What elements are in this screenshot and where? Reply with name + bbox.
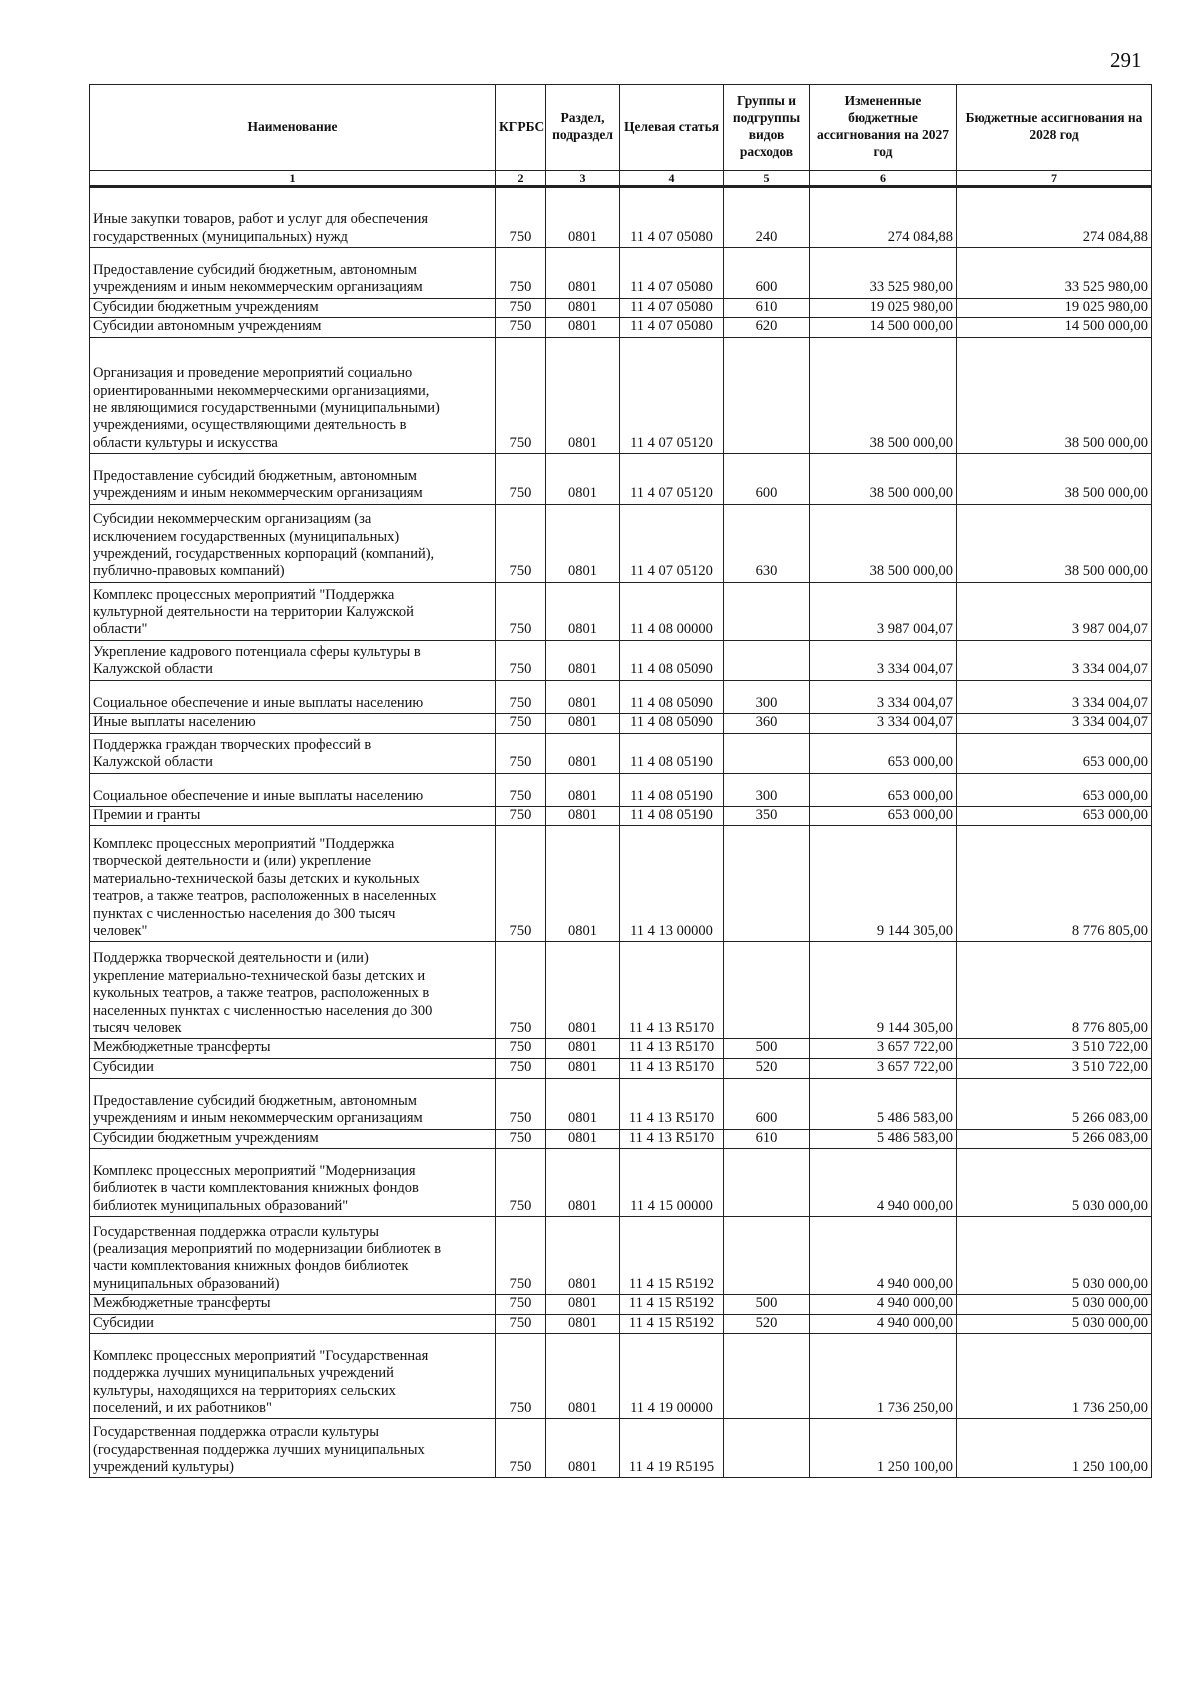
table-row — [90, 714, 1152, 733]
row-kgrbs: 750 — [496, 714, 546, 733]
row-target-article: 11 4 13 00000 — [620, 826, 724, 942]
row-amount-2028: 33 525 980,00 — [957, 262, 1152, 298]
row-amount-2028: 19 025 980,00 — [957, 298, 1152, 317]
row-target-article: 11 4 08 05190 — [620, 788, 724, 807]
spacer-cell — [810, 680, 957, 695]
column-header-target-article: Целевая статья — [620, 85, 724, 171]
row-amount-2027: 3 657 722,00 — [810, 1039, 957, 1058]
row-section: 0801 — [546, 468, 620, 504]
table-row — [90, 298, 1152, 317]
row-section: 0801 — [546, 1058, 620, 1078]
row-amount-2027: 5 486 583,00 — [810, 1093, 957, 1129]
spacer-row — [90, 1333, 1152, 1348]
spacer-cell — [810, 248, 957, 263]
table-header-row — [90, 85, 1152, 171]
row-name: Субсидии автономным учреждениям — [90, 318, 496, 337]
row-amount-2027: 3 987 004,07 — [810, 582, 957, 640]
row-amount-2028: 38 500 000,00 — [957, 352, 1152, 454]
column-header-2028: Бюджетные ассигнования на 2028 год — [957, 85, 1152, 171]
row-section: 0801 — [546, 298, 620, 317]
row-section: 0801 — [546, 352, 620, 454]
row-amount-2027: 653 000,00 — [810, 788, 957, 807]
row-amount-2027: 274 084,88 — [810, 187, 957, 248]
column-number: 6 — [810, 171, 957, 187]
row-expense-group: 500 — [724, 1039, 810, 1058]
row-kgrbs: 750 — [496, 1217, 546, 1295]
row-amount-2027: 19 025 980,00 — [810, 298, 957, 317]
row-kgrbs: 750 — [496, 187, 546, 248]
row-name: Субсидии — [90, 1314, 496, 1333]
row-expense-group: 520 — [724, 1314, 810, 1333]
row-kgrbs: 750 — [496, 1295, 546, 1314]
row-section: 0801 — [546, 1039, 620, 1058]
row-expense-group: 600 — [724, 262, 810, 298]
spacer-cell — [620, 454, 724, 469]
row-name: Иные закупки товаров, работ и услуг для обеспечения государственных (муниципальных) нужд — [90, 187, 496, 248]
spacer-cell — [546, 1078, 620, 1093]
row-kgrbs: 750 — [496, 298, 546, 317]
row-expense-group — [724, 1217, 810, 1295]
spacer-cell — [546, 1333, 620, 1348]
row-target-article: 11 4 08 05090 — [620, 714, 724, 733]
spacer-cell — [957, 773, 1152, 788]
row-expense-group: 500 — [724, 1295, 810, 1314]
table-row — [90, 504, 1152, 582]
row-amount-2028: 3 334 004,07 — [957, 714, 1152, 733]
row-amount-2027: 4 940 000,00 — [810, 1217, 957, 1295]
row-amount-2027: 653 000,00 — [810, 807, 957, 826]
row-amount-2028: 5 266 083,00 — [957, 1093, 1152, 1129]
row-kgrbs: 750 — [496, 1419, 546, 1478]
column-header-2027: Измененные бюджетные ассигнования на 2027 год — [810, 85, 957, 171]
table-row — [90, 1058, 1152, 1078]
spacer-cell — [90, 680, 496, 695]
row-name: Государственная поддержка отрасли культуры (государственная поддержка лучших муниципальных учреждений культуры) — [90, 1419, 496, 1478]
row-amount-2027: 3 334 004,07 — [810, 640, 957, 680]
row-amount-2027: 14 500 000,00 — [810, 318, 957, 337]
spacer-cell — [496, 337, 546, 352]
row-name: Премии и гранты — [90, 807, 496, 826]
spacer-cell — [496, 680, 546, 695]
row-name: Комплекс процессных мероприятий "Поддержка творческой деятельности и (или) укрепление материально-технической базы детских и кукольных театров, а также театров, расположенных в населенных пунктах с численностью населения до 300 тысяч человек" — [90, 826, 496, 942]
table-row — [90, 788, 1152, 807]
table-row — [90, 1093, 1152, 1129]
spacer-cell — [810, 337, 957, 352]
row-expense-group — [724, 640, 810, 680]
row-target-article: 11 4 07 05080 — [620, 318, 724, 337]
row-kgrbs: 750 — [496, 468, 546, 504]
row-name: Укрепление кадрового потенциала сферы культуры в Калужской области — [90, 640, 496, 680]
row-kgrbs: 750 — [496, 1348, 546, 1419]
row-name: Субсидии — [90, 1058, 496, 1078]
row-kgrbs: 750 — [496, 788, 546, 807]
row-expense-group: 520 — [724, 1058, 810, 1078]
row-target-article: 11 4 15 R5192 — [620, 1295, 724, 1314]
row-section: 0801 — [546, 1163, 620, 1217]
row-amount-2027: 1 736 250,00 — [810, 1348, 957, 1419]
spacer-cell — [90, 1148, 496, 1163]
page-number: 291 — [1110, 48, 1142, 72]
row-target-article: 11 4 07 05080 — [620, 262, 724, 298]
row-amount-2028: 3 334 004,07 — [957, 640, 1152, 680]
row-amount-2027: 9 144 305,00 — [810, 942, 957, 1039]
row-kgrbs: 750 — [496, 504, 546, 582]
row-name: Межбюджетные трансферты — [90, 1039, 496, 1058]
spacer-cell — [90, 1078, 496, 1093]
spacer-cell — [546, 680, 620, 695]
table-body — [90, 187, 1152, 1478]
row-target-article: 11 4 13 R5170 — [620, 1039, 724, 1058]
row-target-article: 11 4 08 00000 — [620, 582, 724, 640]
row-expense-group: 630 — [724, 504, 810, 582]
row-name: Комплекс процессных мероприятий "Поддержка культурной деятельности на территории Калужской области" — [90, 582, 496, 640]
row-name: Предоставление субсидий бюджетным, автономным учреждениям и иным некоммерческим организациям — [90, 262, 496, 298]
spacer-row — [90, 337, 1152, 352]
table-row — [90, 1419, 1152, 1478]
spacer-cell — [90, 337, 496, 352]
table-row — [90, 1217, 1152, 1295]
column-number: 7 — [957, 171, 1152, 187]
row-expense-group: 610 — [724, 1129, 810, 1148]
row-target-article: 11 4 08 05190 — [620, 807, 724, 826]
spacer-cell — [620, 248, 724, 263]
row-amount-2028: 3 510 722,00 — [957, 1039, 1152, 1058]
spacer-cell — [957, 337, 1152, 352]
spacer-cell — [546, 454, 620, 469]
row-kgrbs: 750 — [496, 640, 546, 680]
spacer-cell — [620, 337, 724, 352]
row-amount-2027: 9 144 305,00 — [810, 826, 957, 942]
spacer-cell — [724, 337, 810, 352]
row-amount-2027: 5 486 583,00 — [810, 1129, 957, 1148]
spacer-cell — [810, 1078, 957, 1093]
row-name: Комплекс процессных мероприятий "Модернизация библиотек в части комплектования книжных фондов библиотек муниципальных образований" — [90, 1163, 496, 1217]
row-target-article: 11 4 19 00000 — [620, 1348, 724, 1419]
row-expense-group: 300 — [724, 788, 810, 807]
row-kgrbs: 750 — [496, 695, 546, 714]
row-amount-2028: 653 000,00 — [957, 733, 1152, 773]
spacer-cell — [724, 1078, 810, 1093]
row-section: 0801 — [546, 733, 620, 773]
spacer-cell — [90, 1333, 496, 1348]
row-amount-2028: 5 030 000,00 — [957, 1163, 1152, 1217]
row-section: 0801 — [546, 714, 620, 733]
row-section: 0801 — [546, 1295, 620, 1314]
budget-table — [89, 84, 1152, 1478]
spacer-cell — [90, 454, 496, 469]
row-section: 0801 — [546, 187, 620, 248]
row-amount-2028: 14 500 000,00 — [957, 318, 1152, 337]
row-target-article: 11 4 13 R5170 — [620, 1093, 724, 1129]
row-section: 0801 — [546, 1348, 620, 1419]
row-section: 0801 — [546, 1093, 620, 1129]
row-target-article: 11 4 13 R5170 — [620, 942, 724, 1039]
row-amount-2027: 1 250 100,00 — [810, 1419, 957, 1478]
row-name: Предоставление субсидий бюджетным, автономным учреждениям и иным некоммерческим организациям — [90, 468, 496, 504]
spacer-cell — [957, 1148, 1152, 1163]
row-kgrbs: 750 — [496, 582, 546, 640]
row-amount-2028: 8 776 805,00 — [957, 942, 1152, 1039]
column-number: 5 — [724, 171, 810, 187]
spacer-row — [90, 1078, 1152, 1093]
row-expense-group: 600 — [724, 1093, 810, 1129]
table-row — [90, 1039, 1152, 1058]
row-expense-group — [724, 942, 810, 1039]
row-expense-group: 600 — [724, 468, 810, 504]
spacer-row — [90, 248, 1152, 263]
row-name: Организация и проведение мероприятий социально ориентированными некоммерческими организациями, не являющимися государственными (муниципальными) учреждениями, осуществляющими деятельность в области культуры и искусства — [90, 352, 496, 454]
table-row — [90, 318, 1152, 337]
row-amount-2028: 5 030 000,00 — [957, 1314, 1152, 1333]
table-row — [90, 733, 1152, 773]
column-header-section: Раздел, подраздел — [546, 85, 620, 171]
row-amount-2028: 3 334 004,07 — [957, 695, 1152, 714]
row-amount-2027: 4 940 000,00 — [810, 1314, 957, 1333]
column-number-row — [90, 171, 1152, 187]
spacer-cell — [496, 1333, 546, 1348]
spacer-cell — [546, 248, 620, 263]
spacer-cell — [810, 773, 957, 788]
row-target-article: 11 4 07 05120 — [620, 504, 724, 582]
row-target-article: 11 4 15 R5192 — [620, 1217, 724, 1295]
row-name: Социальное обеспечение и иные выплаты населению — [90, 695, 496, 714]
row-target-article: 11 4 08 05090 — [620, 695, 724, 714]
row-name: Поддержка творческой деятельности и (или) укрепление материально-технической базы детских и кукольных театров, а также театров, расположенных в населенных пунктах с численностью населения до 300 тысяч человек — [90, 942, 496, 1039]
row-section: 0801 — [546, 262, 620, 298]
row-amount-2027: 38 500 000,00 — [810, 352, 957, 454]
spacer-cell — [810, 1148, 957, 1163]
column-header-expense-group: Группы и подгруппы видов расходов — [724, 85, 810, 171]
spacer-cell — [620, 1333, 724, 1348]
row-section: 0801 — [546, 640, 620, 680]
row-name: Иные выплаты населению — [90, 714, 496, 733]
table-row — [90, 1129, 1152, 1148]
table-row — [90, 942, 1152, 1039]
spacer-row — [90, 680, 1152, 695]
row-amount-2028: 5 030 000,00 — [957, 1295, 1152, 1314]
spacer-cell — [957, 1333, 1152, 1348]
row-amount-2027: 38 500 000,00 — [810, 504, 957, 582]
row-target-article: 11 4 08 05190 — [620, 733, 724, 773]
row-name: Государственная поддержка отрасли культуры (реализация мероприятий по модернизации библиотек в части комплектования книжных фондов библиотек муниципальных образований) — [90, 1217, 496, 1295]
row-expense-group: 300 — [724, 695, 810, 714]
spacer-row — [90, 1148, 1152, 1163]
row-expense-group — [724, 1419, 810, 1478]
row-kgrbs: 750 — [496, 1163, 546, 1217]
row-amount-2028: 8 776 805,00 — [957, 826, 1152, 942]
table-row — [90, 1348, 1152, 1419]
row-expense-group — [724, 1163, 810, 1217]
spacer-cell — [957, 248, 1152, 263]
row-expense-group — [724, 826, 810, 942]
row-amount-2027: 3 334 004,07 — [810, 714, 957, 733]
row-kgrbs: 750 — [496, 1129, 546, 1148]
row-kgrbs: 750 — [496, 1058, 546, 1078]
row-section: 0801 — [546, 318, 620, 337]
row-amount-2028: 653 000,00 — [957, 807, 1152, 826]
row-section: 0801 — [546, 807, 620, 826]
row-amount-2028: 1 736 250,00 — [957, 1348, 1152, 1419]
row-target-article: 11 4 07 05120 — [620, 352, 724, 454]
row-kgrbs: 750 — [496, 826, 546, 942]
table-row — [90, 468, 1152, 504]
row-amount-2028: 3 987 004,07 — [957, 582, 1152, 640]
row-amount-2027: 4 940 000,00 — [810, 1295, 957, 1314]
row-amount-2028: 274 084,88 — [957, 187, 1152, 248]
row-expense-group — [724, 352, 810, 454]
row-name: Субсидии бюджетным учреждениям — [90, 1129, 496, 1148]
row-amount-2028: 5 266 083,00 — [957, 1129, 1152, 1148]
table-row — [90, 695, 1152, 714]
table-row — [90, 807, 1152, 826]
row-section: 0801 — [546, 1217, 620, 1295]
row-target-article: 11 4 19 R5195 — [620, 1419, 724, 1478]
row-expense-group — [724, 733, 810, 773]
spacer-cell — [620, 1078, 724, 1093]
row-amount-2027: 4 940 000,00 — [810, 1163, 957, 1217]
row-amount-2028: 3 510 722,00 — [957, 1058, 1152, 1078]
row-kgrbs: 750 — [496, 1039, 546, 1058]
spacer-cell — [620, 1148, 724, 1163]
row-kgrbs: 750 — [496, 807, 546, 826]
spacer-cell — [90, 248, 496, 263]
column-number: 3 — [546, 171, 620, 187]
table-row — [90, 262, 1152, 298]
spacer-cell — [620, 773, 724, 788]
spacer-cell — [724, 1148, 810, 1163]
spacer-cell — [546, 773, 620, 788]
row-name: Социальное обеспечение и иные выплаты населению — [90, 788, 496, 807]
row-target-article: 11 4 07 05080 — [620, 298, 724, 317]
column-header-kgrbs: КГРБС — [496, 85, 546, 171]
row-kgrbs: 750 — [496, 262, 546, 298]
column-number: 1 — [90, 171, 496, 187]
row-target-article: 11 4 13 R5170 — [620, 1129, 724, 1148]
row-expense-group — [724, 582, 810, 640]
table-row — [90, 352, 1152, 454]
spacer-row — [90, 454, 1152, 469]
row-target-article: 11 4 07 05120 — [620, 468, 724, 504]
spacer-cell — [546, 1148, 620, 1163]
spacer-cell — [957, 454, 1152, 469]
row-expense-group: 240 — [724, 187, 810, 248]
spacer-cell — [496, 454, 546, 469]
row-section: 0801 — [546, 1314, 620, 1333]
row-kgrbs: 750 — [496, 733, 546, 773]
spacer-cell — [496, 773, 546, 788]
row-name: Предоставление субсидий бюджетным, автономным учреждениям и иным некоммерческим организациям — [90, 1093, 496, 1129]
spacer-cell — [724, 773, 810, 788]
row-kgrbs: 750 — [496, 318, 546, 337]
row-section: 0801 — [546, 1129, 620, 1148]
row-section: 0801 — [546, 1419, 620, 1478]
spacer-cell — [957, 680, 1152, 695]
row-name: Комплекс процессных мероприятий "Государственная поддержка лучших муниципальных учреждений культуры, находящихся на территориях сельских поселений, и их работников" — [90, 1348, 496, 1419]
table-row — [90, 1314, 1152, 1333]
spacer-cell — [620, 680, 724, 695]
spacer-cell — [724, 1333, 810, 1348]
row-target-article: 11 4 08 05090 — [620, 640, 724, 680]
spacer-cell — [496, 248, 546, 263]
row-expense-group: 620 — [724, 318, 810, 337]
row-kgrbs: 750 — [496, 1093, 546, 1129]
table-row — [90, 1295, 1152, 1314]
row-section: 0801 — [546, 504, 620, 582]
spacer-row — [90, 773, 1152, 788]
row-name: Межбюджетные трансферты — [90, 1295, 496, 1314]
spacer-cell — [724, 248, 810, 263]
spacer-cell — [810, 1333, 957, 1348]
row-target-article: 11 4 15 R5192 — [620, 1314, 724, 1333]
row-expense-group: 610 — [724, 298, 810, 317]
row-amount-2028: 38 500 000,00 — [957, 504, 1152, 582]
table-row — [90, 187, 1152, 248]
row-amount-2028: 1 250 100,00 — [957, 1419, 1152, 1478]
row-section: 0801 — [546, 695, 620, 714]
spacer-cell — [90, 773, 496, 788]
row-name: Поддержка граждан творческих профессий в Калужской области — [90, 733, 496, 773]
row-section: 0801 — [546, 942, 620, 1039]
column-number: 2 — [496, 171, 546, 187]
row-section: 0801 — [546, 826, 620, 942]
spacer-cell — [810, 454, 957, 469]
row-amount-2027: 33 525 980,00 — [810, 262, 957, 298]
row-amount-2027: 653 000,00 — [810, 733, 957, 773]
spacer-cell — [957, 1078, 1152, 1093]
row-expense-group: 350 — [724, 807, 810, 826]
row-expense-group: 360 — [724, 714, 810, 733]
spacer-cell — [496, 1078, 546, 1093]
row-target-article: 11 4 15 00000 — [620, 1163, 724, 1217]
row-amount-2028: 38 500 000,00 — [957, 468, 1152, 504]
table-row — [90, 582, 1152, 640]
row-target-article: 11 4 07 05080 — [620, 187, 724, 248]
row-kgrbs: 750 — [496, 352, 546, 454]
row-amount-2027: 38 500 000,00 — [810, 468, 957, 504]
row-section: 0801 — [546, 788, 620, 807]
spacer-cell — [546, 337, 620, 352]
row-amount-2027: 3 334 004,07 — [810, 695, 957, 714]
spacer-cell — [724, 454, 810, 469]
row-amount-2028: 653 000,00 — [957, 788, 1152, 807]
row-kgrbs: 750 — [496, 942, 546, 1039]
table-row — [90, 1163, 1152, 1217]
row-target-article: 11 4 13 R5170 — [620, 1058, 724, 1078]
row-name: Субсидии некоммерческим организациям (за исключением государственных (муниципальных) учреждений, государственных корпораций (компаний), публично-правовых компаний) — [90, 504, 496, 582]
table-row — [90, 826, 1152, 942]
column-header-name: Наименование — [90, 85, 496, 171]
spacer-cell — [724, 680, 810, 695]
row-expense-group — [724, 1348, 810, 1419]
row-section: 0801 — [546, 582, 620, 640]
row-amount-2027: 3 657 722,00 — [810, 1058, 957, 1078]
column-number: 4 — [620, 171, 724, 187]
row-name: Субсидии бюджетным учреждениям — [90, 298, 496, 317]
table-row — [90, 640, 1152, 680]
row-kgrbs: 750 — [496, 1314, 546, 1333]
spacer-cell — [496, 1148, 546, 1163]
row-amount-2028: 5 030 000,00 — [957, 1217, 1152, 1295]
